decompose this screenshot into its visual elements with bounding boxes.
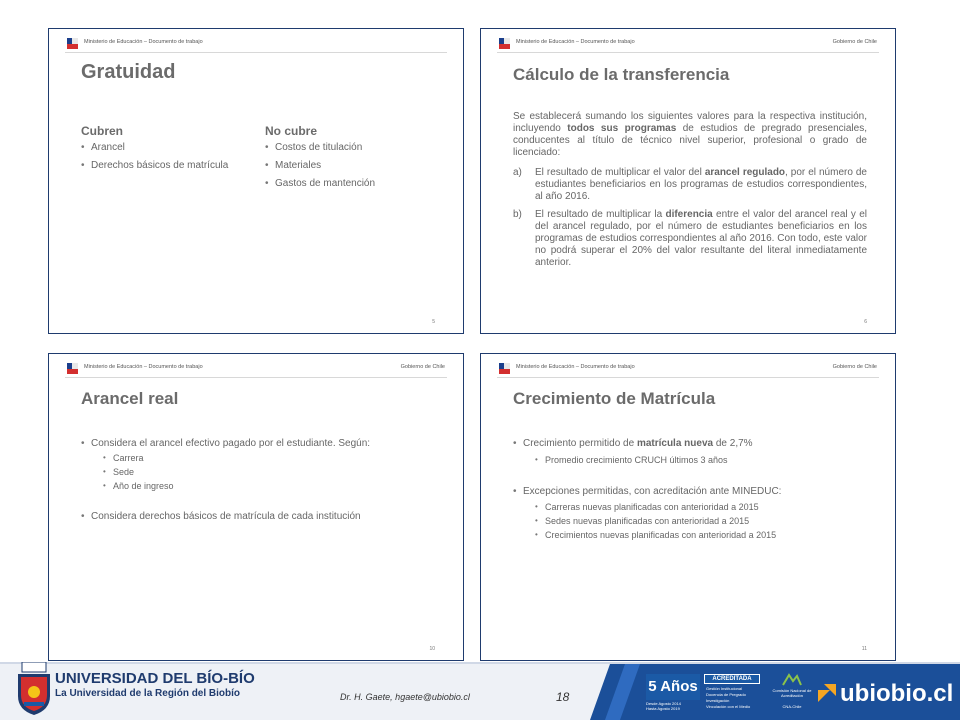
bullet-list: [81, 438, 451, 450]
slide-title: Crecimiento de Matrícula: [513, 389, 716, 408]
accreditation-badge: [646, 674, 766, 714]
item-b: [513, 209, 867, 269]
slide-page-number: 10: [429, 646, 435, 652]
slide-arancel-real: [48, 353, 464, 661]
chile-flag-icon: [67, 363, 78, 374]
chile-flag-icon: [67, 38, 78, 49]
ministry-label: Ministerio de Educación – Documento de trabajo: [516, 39, 635, 45]
sub-bullet-list: [535, 453, 875, 467]
bullet-list: [513, 486, 883, 498]
list-item: • Costos de titulación: [265, 142, 445, 154]
author-credit: Dr. H. Gaete, hgaete@ubiobio.cl: [340, 692, 470, 702]
accreditation-area: Gestión Institucional: [706, 686, 743, 691]
slide-title: Arancel real: [81, 389, 179, 408]
years-badge: 5 Años: [646, 674, 700, 700]
cna-mark-icon: [782, 672, 802, 686]
item-text: El resultado de multiplicar la diferencia entre el valor del arancel real y el del arancel regulado, por el número de estudiantes beneficiarios en los programas de estudios correspondientes al año 2016. Con todo, este valor no podrá superar el 20% del valor resultante del literal inmediatamente anterior.: [535, 209, 867, 268]
accreditation-area: Investigación: [706, 698, 730, 703]
no-cubre-list: [265, 142, 445, 190]
list-item: • Considera derechos básicos de matrícula de cada institución: [81, 511, 451, 523]
list-item: • Crecimientos nuevas planificadas con anterioridad a 2015: [535, 528, 875, 542]
list-item: • Sede: [103, 465, 403, 479]
chile-flag-icon: [499, 38, 510, 49]
accreditation-area: Vinculación con el Medio: [706, 704, 751, 709]
item-a: [513, 167, 867, 203]
slide-header: [497, 362, 879, 378]
accredited-label: ACREDITADA: [704, 674, 760, 684]
cubren-list: [81, 142, 261, 172]
university-crest-icon: [16, 662, 52, 716]
years-until: Hasta Agosto 2019: [646, 706, 680, 711]
university-tagline: La Universidad de la Región del Biobío: [55, 688, 241, 699]
accreditation-area: Docencia de Pregrado: [706, 692, 746, 697]
slide-gratuidad: [48, 28, 464, 334]
list-item: • Crecimiento permitido de matrícula nueva de 2,7%: [513, 438, 883, 450]
slide-crecimiento-matricula: [480, 353, 896, 661]
slide-header: [497, 37, 879, 53]
list-item: • Sedes nuevas planificadas con anterioridad a 2015: [535, 514, 875, 528]
slide-page-number: 6: [864, 319, 867, 325]
sub-bullet-list: [103, 451, 403, 493]
list-item: • Carreras nuevas planificadas con anterioridad a 2015: [535, 500, 875, 514]
bullet-list: [513, 438, 883, 450]
cna-name: Comisión Nacional de Acreditación: [772, 688, 812, 698]
slide-title: Cálculo de la transferencia: [513, 65, 730, 84]
intro-paragraph: Se establecerá sumando los siguientes valores para la respectiva institución, incluyendo todos sus programas de estudios de pregrado presenciales, conducentes al título de técnico nivel superior, profesional o grado de licenciado:: [513, 111, 867, 158]
slide-page-number: 5: [432, 319, 435, 325]
sub-bullet-list: [535, 500, 875, 542]
list-item: • Excepciones permitidas, con acreditación ante MINEDUC:: [513, 486, 883, 498]
slide-page-number: 11: [861, 646, 867, 652]
slide-header: [65, 37, 447, 53]
slide-header: [65, 362, 447, 378]
list-item: • Gastos de mantención: [265, 178, 445, 190]
university-name: UNIVERSIDAD DEL BÍO-BÍO: [55, 670, 255, 687]
list-item: • Carrera: [103, 451, 403, 465]
cna-logo: [770, 672, 814, 712]
chile-flag-icon: [499, 363, 510, 374]
item-label: a): [513, 167, 522, 178]
cna-short: CNA-Chile: [782, 704, 802, 709]
bullet-list: [81, 511, 451, 523]
ministry-label: Ministerio de Educación – Documento de trabajo: [84, 364, 203, 370]
gobierno-label: Gobierno de Chile: [832, 39, 877, 45]
brand-name: ubiobio.cl: [840, 680, 954, 707]
list-item: • Considera el arancel efectivo pagado por el estudiante. Según:: [81, 438, 451, 450]
list-item: • Materiales: [265, 160, 445, 172]
list-item: • Promedio crecimiento CRUCH últimos 3 años: [535, 453, 875, 467]
slide-title: Gratuidad: [81, 61, 176, 83]
item-label: b): [513, 209, 522, 220]
brand-arrow-icon: [816, 682, 836, 704]
list-item: • Derechos básicos de matrícula: [81, 160, 261, 172]
item-text: El resultado de multiplicar el valor del arancel regulado, por el número de estudiantes beneficiarios en los programas de estudios correspondientes, al año 2016.: [535, 167, 867, 202]
slide-calculo-transferencia: [480, 28, 896, 334]
ministry-label: Ministerio de Educación – Documento de trabajo: [84, 39, 203, 45]
gobierno-label: Gobierno de Chile: [400, 364, 445, 370]
list-item: • Arancel: [81, 142, 261, 154]
list-item: • Año de ingreso: [103, 479, 403, 493]
gobierno-label: Gobierno de Chile: [832, 364, 877, 370]
no-cubre-heading: No cubre: [265, 124, 318, 138]
years-since: Desde Agosto 2014: [646, 701, 681, 706]
cubren-heading: Cubren: [81, 124, 123, 138]
ministry-label: Ministerio de Educación – Documento de trabajo: [516, 364, 635, 370]
footer-page-number: 18: [556, 690, 570, 704]
